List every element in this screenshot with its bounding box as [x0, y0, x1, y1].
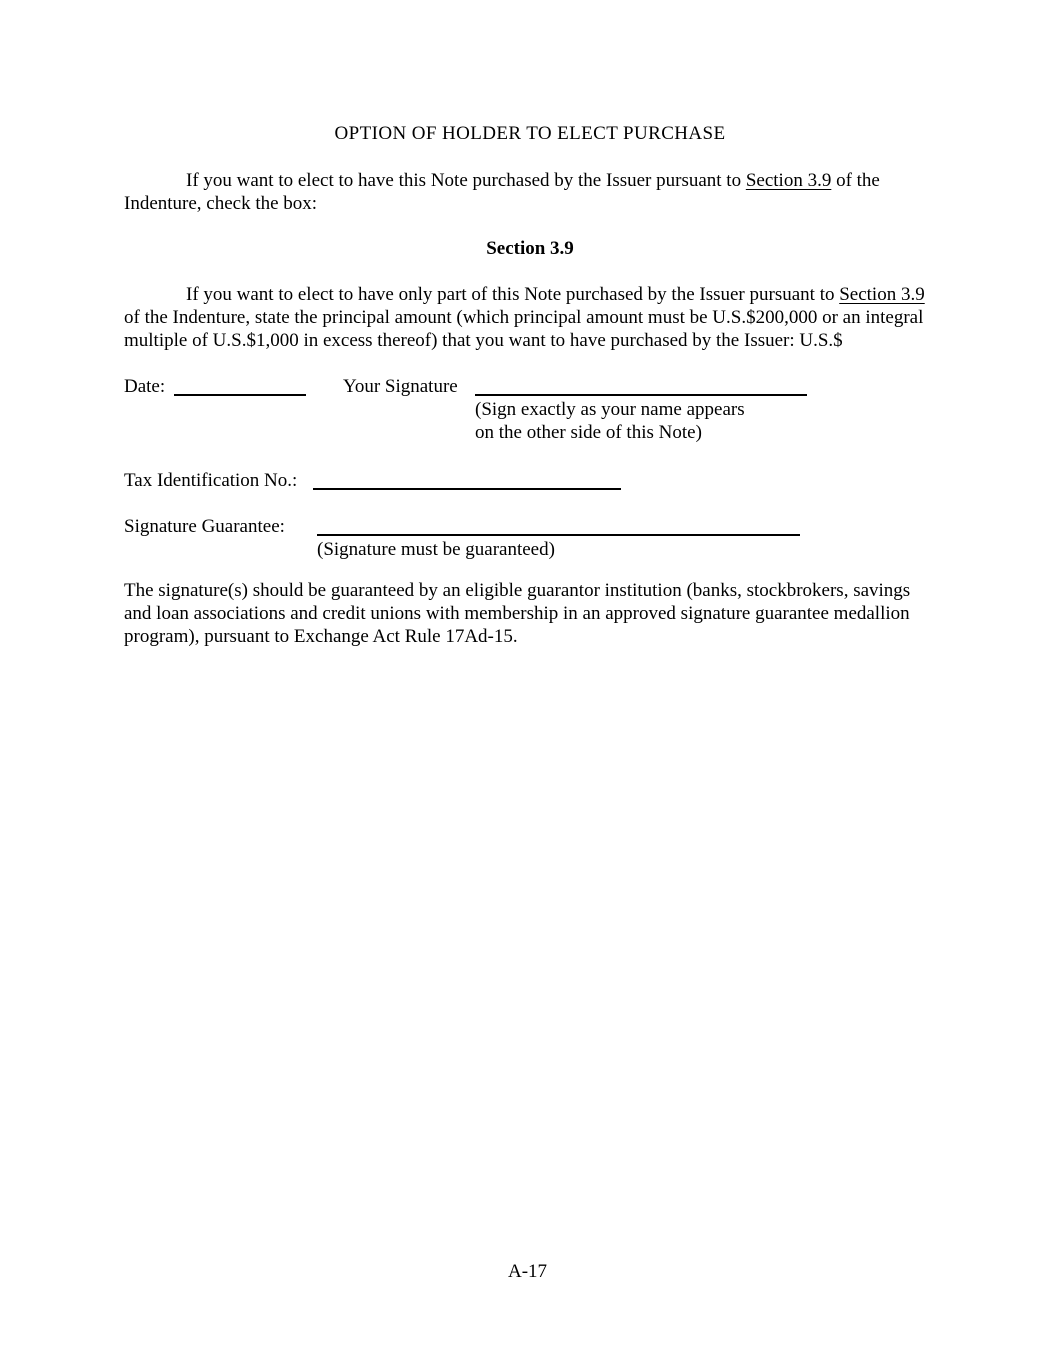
paragraph2-text-before: If you want to elect to have only part of this Note purchased by the Issuer pursuant to [186, 284, 840, 305]
date-label: Date: [124, 376, 166, 397]
paragraph-elect-purchase [124, 169, 936, 215]
date-blank-line [174, 394, 306, 396]
document-title: OPTION OF HOLDER TO ELECT PURCHASE [334, 123, 726, 144]
guarantee-instruction: (Signature must be guaranteed) [317, 539, 555, 560]
signature-blank-line [475, 394, 807, 396]
signature-guarantee-label: Signature Guarantee: [124, 516, 285, 537]
signature-instruction [475, 398, 936, 444]
guarantee-blank-line [317, 534, 800, 536]
paragraph2-text-after: of the Indenture, state the principal amount (which principal amount must be U.S.$200,000 or an integral multiple of U.S.$1,000 in excess thereof) that you want to have purchased by the Issuer: U.S.$ [124, 307, 924, 351]
paragraph1-text-before: If you want to elect to have this Note purchased by the Issuer pursuant to [186, 170, 746, 191]
signature-instruction-line1: (Sign exactly as your name appears [475, 399, 745, 420]
date-signature-row [124, 375, 936, 398]
tax-id-label: Tax Identification No.: [124, 470, 298, 491]
signature-instruction-line2: on the other side of this Note) [475, 422, 702, 443]
paragraph1-text-after: of the Indenture, check the box: [124, 170, 880, 214]
tax-id-blank-line [313, 488, 621, 490]
paragraph-partial-purchase [124, 283, 936, 352]
document-content [124, 122, 936, 648]
tax-id-row [124, 469, 936, 492]
section-heading: Section 3.9 [486, 238, 574, 259]
page-number: A-17 [507, 1261, 548, 1282]
section-3-9-reference: Section 3.9 [839, 284, 925, 305]
your-signature-label: Your Signature [343, 376, 458, 397]
section-3-9-reference: Section 3.9 [745, 170, 832, 191]
signature-guarantee-row [124, 515, 936, 538]
paragraph-guarantor-institution: The signature(s) should be guaranteed by an eligible guarantor institution (banks, stockbrokers, savings and loan associations and credit unions with membership in an approved signature guarantee medallion program), pursuant to Exchange Act Rule 17Ad-15. [124, 580, 911, 647]
